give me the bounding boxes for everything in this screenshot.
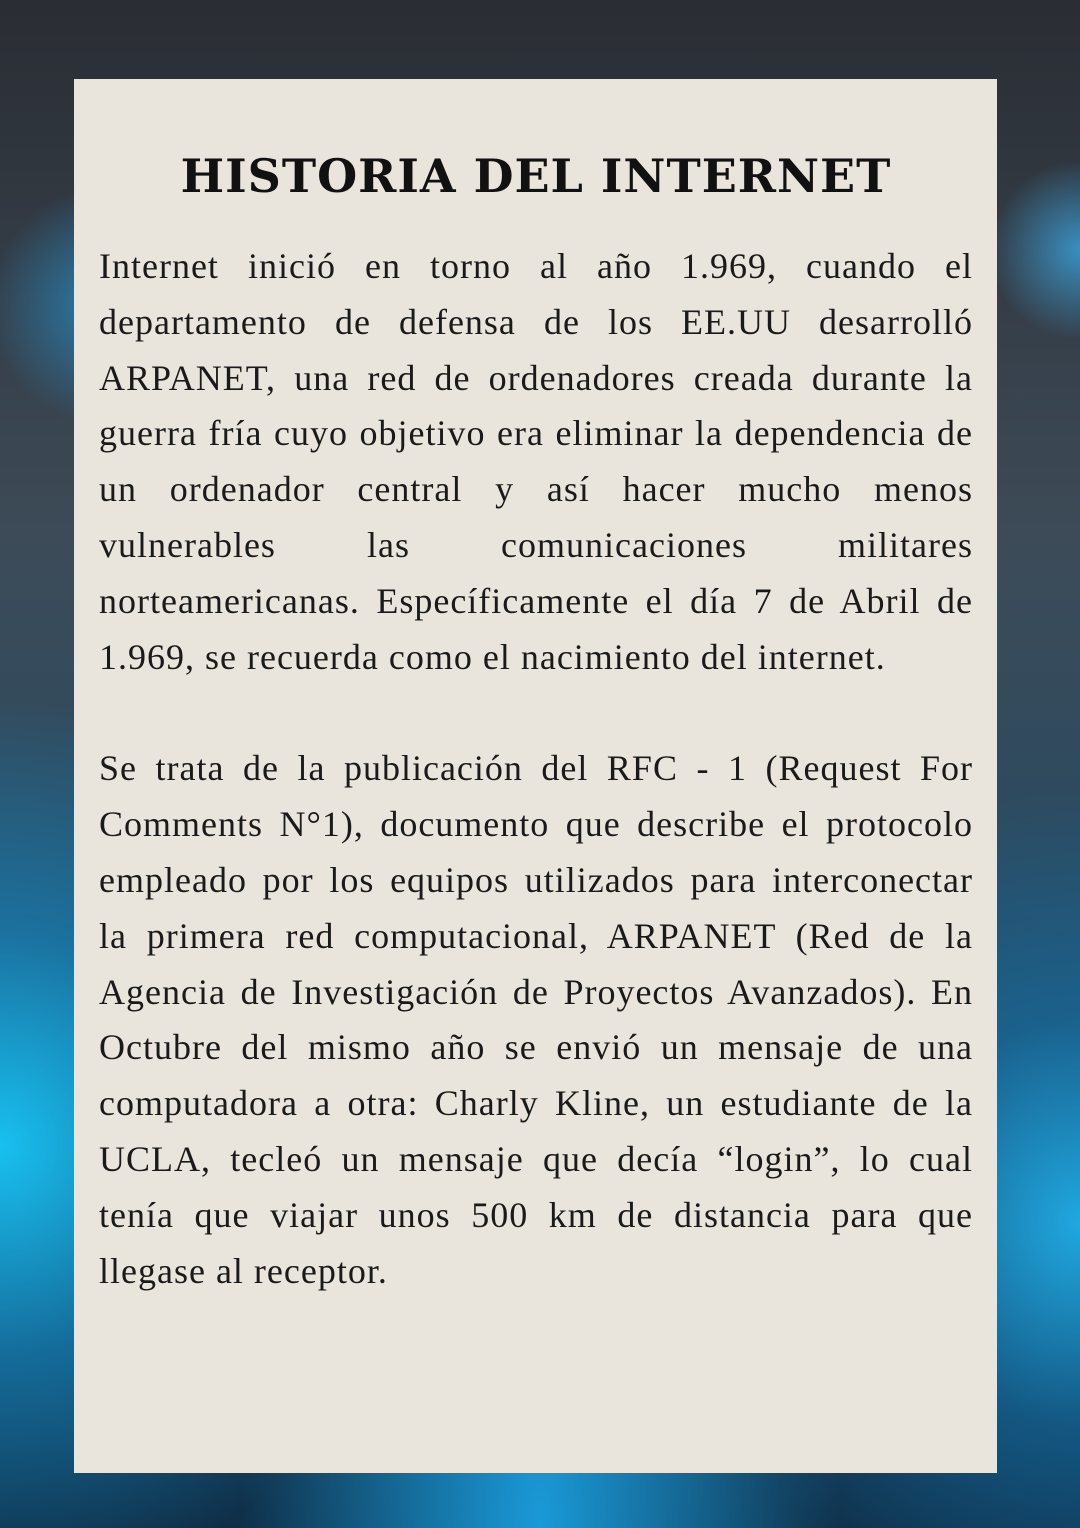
paragraph-2: Se trata de la publicación del RFC - 1 (Request For Comments N°1), documento que describe el protocolo empleado por los equipos utilizados para interconectar la primera red computacional, ARPANET (Red de la Agencia de Investigación de Proyectos Avanzados). En Octubre del mismo año se envió un mensaje de una computadora a otra: Charly Kline, un estudiante de la UCLA, tecleó un mensaje que decía “login”, lo cual tenía que viajar unos 500 km de distancia para que llegase al receptor.	[99, 748, 973, 1291]
page-title: HISTORIA DEL INTERNET	[180, 149, 892, 203]
paragraph-1: Internet inició en torno al año 1.969, cuando el departamento de defensa de los EE.UU desarrolló ARPANET, una red de ordenadores creada durante la guerra fría cuyo objetivo era eliminar la dependencia de un ordenador central y así hacer mucho menos vulnerables las comunicaciones militares norteamericanas. Específicamente el día 7 de Abril de 1.969, se recuerda como el nacimiento del internet.	[99, 246, 973, 677]
document-card	[74, 79, 997, 1473]
